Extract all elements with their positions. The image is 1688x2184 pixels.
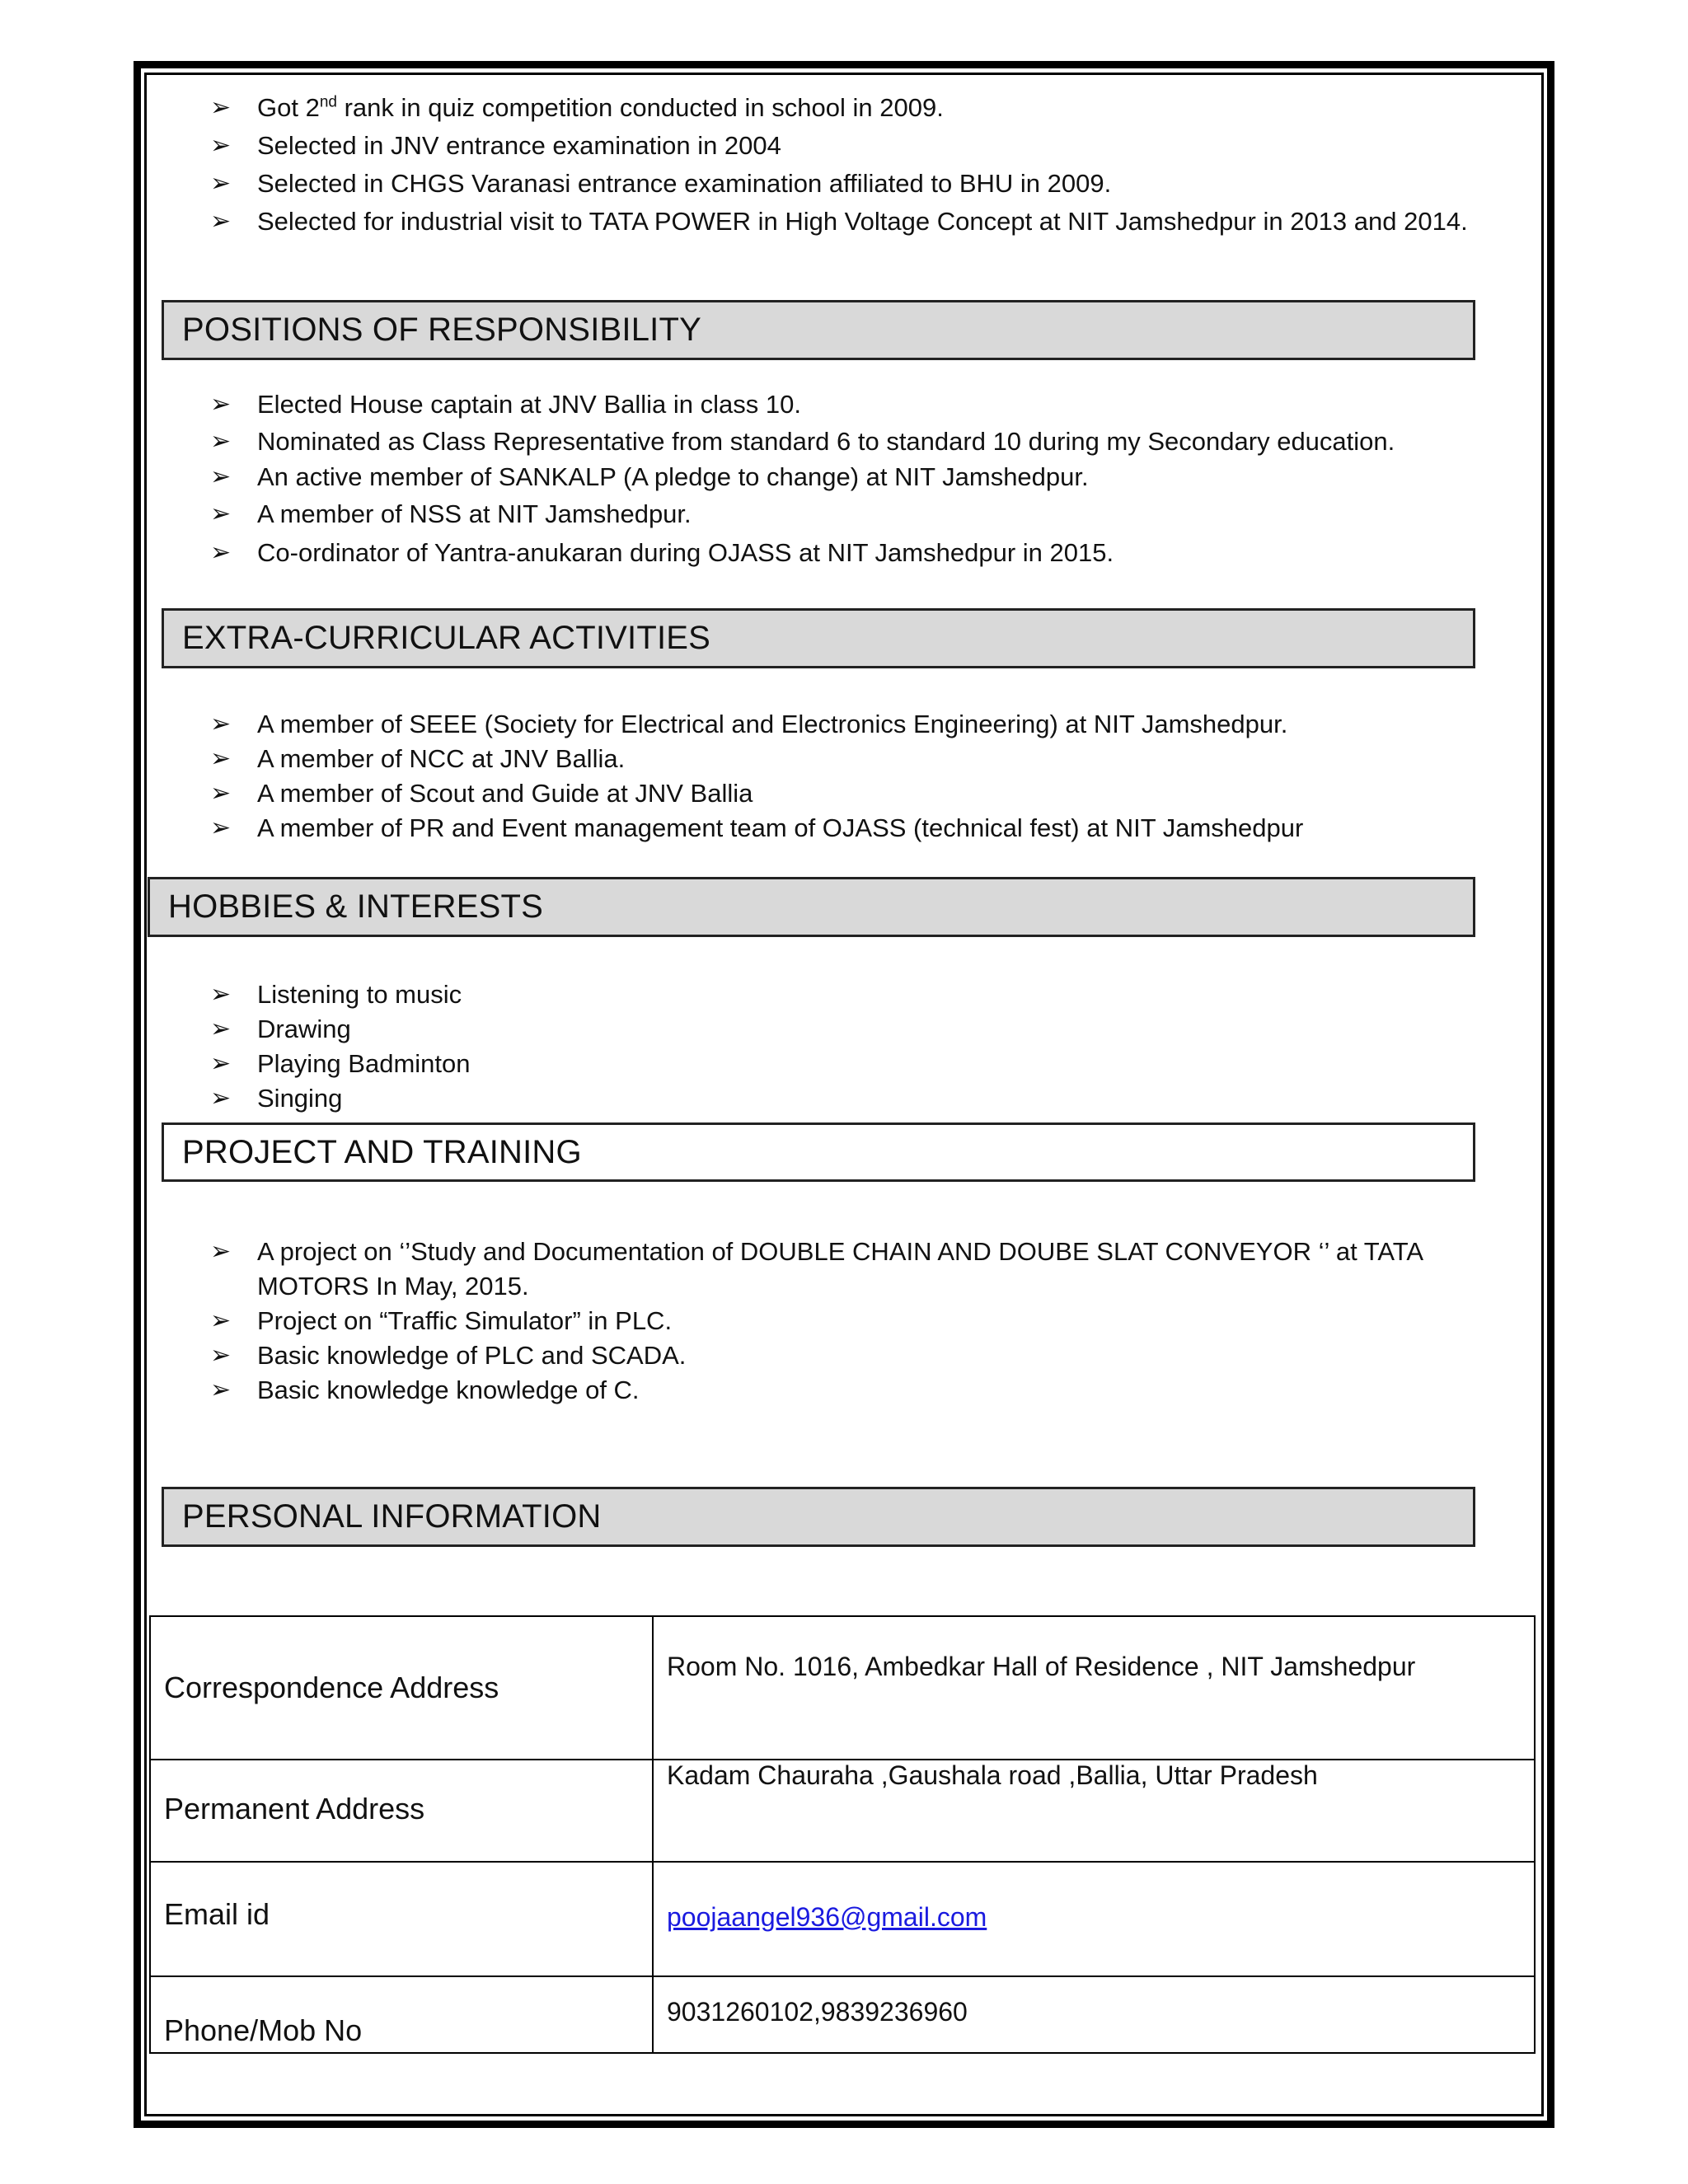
email-label: Email id	[150, 1862, 653, 1976]
arrow-bullet-icon: ➢	[210, 780, 232, 807]
list-item: ➢ A member of NCC at JNV Ballia.	[210, 742, 1529, 776]
arrow-bullet-icon: ➢	[210, 1376, 232, 1404]
personal-info-table	[149, 1615, 1536, 2054]
arrow-bullet-icon: ➢	[210, 1307, 232, 1334]
arrow-bullet-icon: ➢	[210, 391, 232, 418]
list-item: ➢ Selected in CHGS Varanasi entrance examination affiliated to BHU in 2009.	[210, 166, 1529, 204]
section-heading-projects: PROJECT AND TRAINING	[162, 1122, 1475, 1182]
arrow-bullet-icon: ➢	[210, 1015, 232, 1043]
arrow-bullet-icon: ➢	[210, 208, 232, 235]
phone-value: 9031260102,9839236960	[653, 1976, 1535, 2053]
email-link[interactable]: poojaangel936@gmail.com	[667, 1902, 987, 1932]
correspondence-address-label: Correspondence Address	[150, 1616, 653, 1760]
list-item: ➢ Got 2nd rank in quiz competition conducted in school in 2009.	[210, 91, 1529, 129]
list-item: ➢ A member of Scout and Guide at JNV Ballia	[210, 776, 1529, 811]
list-item: ➢ Singing	[210, 1081, 1529, 1116]
list-item: ➢ Selected for industrial visit to TATA POWER in High Voltage Concept at NIT Jamshedpur in 2013 and 2014.	[210, 204, 1529, 242]
arrow-bullet-icon: ➢	[210, 745, 232, 772]
section-heading-hobbies: HOBBIES & INTERESTS	[148, 877, 1475, 937]
projects-list	[210, 1235, 1529, 1408]
list-item: ➢ Co-ordinator of Yantra-anukaran during OJASS at NIT Jamshedpur in 2015.	[210, 536, 1529, 573]
arrow-bullet-icon: ➢	[210, 500, 232, 527]
list-item: ➢ A member of SEEE (Society for Electrical and Electronics Engineering) at NIT Jamshedpur.	[210, 707, 1529, 742]
arrow-bullet-icon: ➢	[210, 428, 232, 455]
list-item: ➢ An active member of SANKALP (A pledge to change) at NIT Jamshedpur.	[210, 460, 1529, 497]
permanent-address-label: Permanent Address	[150, 1760, 653, 1862]
arrow-bullet-icon: ➢	[210, 539, 232, 566]
arrow-bullet-icon: ➢	[210, 710, 232, 738]
section-heading-positions: POSITIONS OF RESPONSIBILITY	[162, 300, 1475, 360]
email-value	[653, 1862, 1535, 1976]
list-item: ➢ Basic knowledge of PLC and SCADA.	[210, 1338, 1529, 1373]
list-item: ➢ A project on ‘’Study and Documentation of DOUBLE CHAIN AND DOUBE SLAT CONVEYOR ‘’ at TATA MOTORS In May, 2015.	[210, 1235, 1529, 1304]
table-row	[150, 1760, 1535, 1862]
arrow-bullet-icon: ➢	[210, 814, 232, 841]
table-row	[150, 1862, 1535, 1976]
permanent-address-value: Kadam Chauraha ,Gaushala road ,Ballia, Uttar Pradesh	[653, 1760, 1535, 1862]
list-item: ➢ Selected in JNV entrance examination in 2004	[210, 129, 1529, 166]
list-item: ➢ Elected House captain at JNV Ballia in class 10.	[210, 387, 1529, 424]
arrow-bullet-icon: ➢	[210, 170, 232, 197]
list-item: ➢ Listening to music	[210, 977, 1529, 1012]
list-item: ➢ Nominated as Class Representative from standard 6 to standard 10 during my Secondary education.	[210, 424, 1529, 460]
achievements-list	[210, 91, 1529, 242]
arrow-bullet-icon: ➢	[210, 1238, 232, 1265]
positions-list	[210, 387, 1529, 573]
phone-label: Phone/Mob No	[150, 1976, 653, 2053]
section-heading-extracurricular: EXTRA-CURRICULAR ACTIVITIES	[162, 608, 1475, 668]
list-item: ➢ Basic knowledge knowledge of C.	[210, 1373, 1529, 1408]
table-row	[150, 1976, 1535, 2053]
table-row	[150, 1616, 1535, 1760]
hobbies-list	[210, 977, 1529, 1116]
arrow-bullet-icon: ➢	[210, 94, 232, 121]
list-item: ➢ A member of PR and Event management team of OJASS (technical fest) at NIT Jamshedpur	[210, 811, 1529, 846]
arrow-bullet-icon: ➢	[210, 1050, 232, 1077]
correspondence-address-value: Room No. 1016, Ambedkar Hall of Residence , NIT Jamshedpur	[653, 1616, 1535, 1760]
list-item: ➢ Drawing	[210, 1012, 1529, 1047]
arrow-bullet-icon: ➢	[210, 463, 232, 490]
extracurricular-list	[210, 707, 1529, 846]
list-item: ➢ Project on “Traffic Simulator” in PLC.	[210, 1304, 1529, 1338]
arrow-bullet-icon: ➢	[210, 1085, 232, 1112]
section-heading-personal: PERSONAL INFORMATION	[162, 1487, 1475, 1547]
list-item: ➢ A member of NSS at NIT Jamshedpur.	[210, 497, 1529, 536]
arrow-bullet-icon: ➢	[210, 1342, 232, 1369]
arrow-bullet-icon: ➢	[210, 981, 232, 1008]
list-item: ➢ Playing Badminton	[210, 1047, 1529, 1081]
arrow-bullet-icon: ➢	[210, 132, 232, 159]
